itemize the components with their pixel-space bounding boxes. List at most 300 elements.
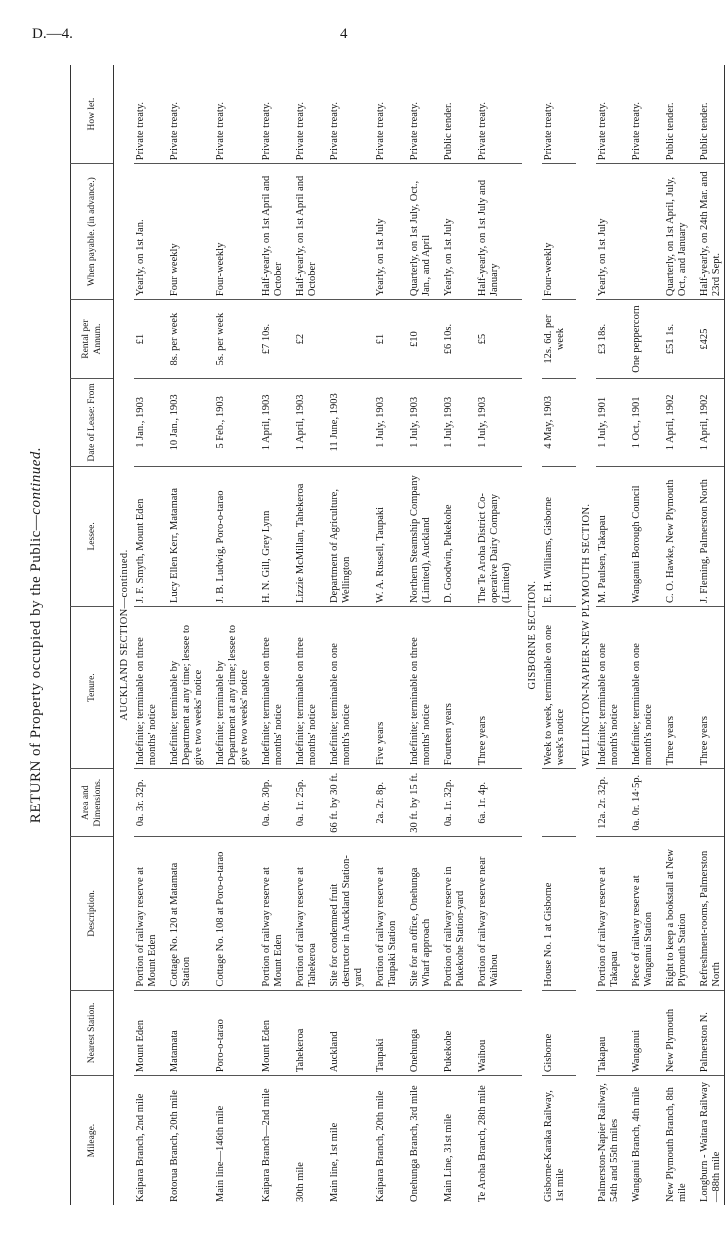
- table-cell: Public tender.: [443, 102, 454, 161]
- row-spacer: [286, 65, 294, 1205]
- spacer-cell: [514, 1076, 522, 1205]
- table-cell: Te Aroha Branch, 28th mile: [476, 1076, 514, 1205]
- table-cell: Site for an office, Onehunga Wharf approach: [408, 837, 434, 990]
- table-cell: Four-weekly: [214, 164, 252, 300]
- spacer-cell: [568, 466, 576, 606]
- spacer-cell: [434, 65, 442, 164]
- table-cell: Matamata: [168, 990, 206, 1076]
- spacer-cell: [160, 769, 168, 837]
- table-cell: 1 July, 1903: [442, 379, 468, 467]
- table-cell: Private treaty.: [597, 101, 608, 161]
- spacer-cell: [320, 607, 328, 769]
- table-cell: [214, 769, 252, 837]
- table-cell: Palmerston N.: [698, 990, 725, 1076]
- spacer-cell: [206, 65, 214, 164]
- spacer-cell: [206, 379, 214, 467]
- spacer-cell: [468, 607, 476, 769]
- table-cell: Yearly, on 1st Jan.: [134, 164, 160, 300]
- spacer-cell: [206, 607, 214, 769]
- spacer-cell: [514, 65, 522, 164]
- table-cell: 30th mile: [294, 1076, 320, 1205]
- spacer-cell: [568, 164, 576, 300]
- table-cell: Lizzie McMillan, Tahekeroa: [294, 466, 320, 606]
- spacer-cell: [400, 607, 408, 769]
- table-cell: Kaipara Branch—2nd mile: [260, 1076, 286, 1205]
- table-cell: Indefinite; terminable on one month's notice: [630, 607, 656, 769]
- spacer-cell: [206, 466, 214, 606]
- table-cell: Quarterly, on 1st July, Oct., Jan., and April: [408, 164, 434, 300]
- table-row: [542, 65, 568, 1205]
- col-header: Date of Lease: From: [71, 379, 114, 467]
- spacer-cell: [286, 300, 294, 379]
- table-cell: 5 Feb., 1903: [214, 379, 252, 467]
- table-cell: 12a. 2r. 32p.: [596, 769, 622, 837]
- spacer-cell: [690, 607, 698, 769]
- spacer-cell: [206, 1076, 214, 1205]
- table-cell: 0a. 0r. 14·5p.: [630, 769, 656, 837]
- title-main: RETURN of Property occupied by the Public—: [28, 514, 44, 824]
- table-cell: Lucy Ellen Kerr, Matamata: [168, 466, 206, 606]
- section-heading-row: [522, 65, 542, 1205]
- spacer-cell: [320, 379, 328, 467]
- spacer-cell: [160, 164, 168, 300]
- spacer-cell: [656, 990, 664, 1076]
- spacer-cell: [622, 607, 630, 769]
- table-cell: 0a. 1r. 25p.: [294, 769, 320, 837]
- table-cell: [328, 300, 366, 379]
- table-cell: Palmerston-Napier Railway, 54th and 55th miles: [596, 1076, 622, 1205]
- table-row: [294, 65, 320, 1205]
- table-cell: Indefinite; terminable on one month's notice: [596, 607, 622, 769]
- spacer-cell: [252, 300, 260, 379]
- table-cell: Three years: [664, 607, 690, 769]
- spacer-cell: [434, 769, 442, 837]
- spacer-cell: [568, 837, 576, 990]
- table-cell: 2a. 2r. 8p.: [374, 769, 400, 837]
- table-cell: Mount Eden: [134, 990, 160, 1076]
- spacer-cell: [622, 300, 630, 379]
- table-cell: 0a. 3r. 32p.: [134, 769, 160, 837]
- table-cell: Main line, 1st mile: [328, 1076, 366, 1205]
- table-cell: Private treaty.: [215, 101, 226, 161]
- spacer-cell: [206, 164, 214, 300]
- table-row: [664, 65, 690, 1205]
- property-return-table: [70, 65, 725, 1205]
- spacer-cell: [514, 990, 522, 1076]
- spacer-cell: [568, 990, 576, 1076]
- spacer-cell: [568, 607, 576, 769]
- spacer-cell: [366, 769, 374, 837]
- spacer-cell: [366, 1076, 374, 1205]
- row-spacer: [434, 65, 442, 1205]
- spacer-cell: [622, 769, 630, 837]
- spacer-cell: [514, 607, 522, 769]
- spacer-cell: [400, 990, 408, 1076]
- spacer-cell: [252, 607, 260, 769]
- row-spacer: [320, 65, 328, 1205]
- spacer-cell: [366, 837, 374, 990]
- table-cell: Public tender.: [665, 102, 676, 161]
- spacer-cell: [568, 769, 576, 837]
- spacer-cell: [206, 769, 214, 837]
- table-cell: 6a. 1r. 4p.: [476, 769, 514, 837]
- section-heading: AUCKLAND SECTION—continued.: [119, 549, 130, 721]
- table-cell: 8s. per week: [168, 300, 206, 379]
- spacer-cell: [622, 379, 630, 467]
- table-cell: Cottage No. 120 at Matamata Station: [168, 837, 206, 990]
- spacer-cell: [622, 1076, 630, 1205]
- table-cell: 1 July, 1903: [374, 379, 400, 467]
- row-spacer: [690, 65, 698, 1205]
- col-header: How let.: [71, 65, 114, 164]
- table-cell: £7 10s.: [260, 300, 286, 379]
- table-cell: £2: [294, 300, 320, 379]
- spacer-cell: [434, 990, 442, 1076]
- spacer-cell: [468, 1076, 476, 1205]
- spacer-cell: [690, 1076, 698, 1205]
- table-cell: [698, 769, 725, 837]
- spacer-cell: [320, 164, 328, 300]
- table-cell: New Plymouth: [664, 990, 690, 1076]
- table-row: [630, 65, 656, 1205]
- table-cell: Gisborne-Karaka Railway, 1st mile: [542, 1076, 568, 1205]
- spacer-cell: [656, 379, 664, 467]
- table-cell: [328, 164, 366, 300]
- spacer-cell: [160, 990, 168, 1076]
- table-cell: Portion of railway reserve at Takapau: [596, 837, 622, 990]
- spacer-cell: [160, 607, 168, 769]
- table-cell: 1 April, 1903: [294, 379, 320, 467]
- table-row: [408, 65, 434, 1205]
- table-cell: £5: [476, 300, 514, 379]
- table-cell: 1 April, 1902: [698, 379, 725, 467]
- spacer-cell: [366, 164, 374, 300]
- table-row: [134, 65, 160, 1205]
- spacer-cell: [468, 300, 476, 379]
- table-cell: Indefinite; terminable on one month's notice: [328, 607, 366, 769]
- table-cell: Wanganui: [630, 990, 656, 1076]
- spacer-cell: [468, 379, 476, 467]
- spacer-cell: [320, 1076, 328, 1205]
- row-spacer: [468, 65, 476, 1205]
- table-cell: Longburn - Waitara Railway—88th mile: [698, 1076, 725, 1205]
- table-cell: Kaipara Branch, 20th mile: [374, 1076, 400, 1205]
- spacer-cell: [690, 769, 698, 837]
- spacer-cell: [252, 466, 260, 606]
- table-body: [114, 65, 725, 1205]
- table-cell: [168, 769, 206, 837]
- table-cell: New Plymouth Branch, 8th mile: [664, 1076, 690, 1205]
- table-cell: Private treaty.: [631, 101, 642, 161]
- spacer-cell: [206, 837, 214, 990]
- spacer-cell: [468, 769, 476, 837]
- table-cell: Three years: [476, 607, 514, 769]
- table-cell: Portion of railway reserve in Pukekohe Station-yard: [442, 837, 468, 990]
- spacer-cell: [400, 300, 408, 379]
- table-cell: Yearly, on 1st July: [596, 164, 622, 300]
- spacer-cell: [252, 837, 260, 990]
- table-cell: 1 April, 1903: [260, 379, 286, 467]
- table-cell: Indefinite; terminable on three months' notice: [260, 607, 286, 769]
- table-cell: Department of Agriculture, Wellington: [328, 466, 366, 606]
- spacer-cell: [468, 837, 476, 990]
- spacer-cell: [568, 1076, 576, 1205]
- col-header: Tenure.: [71, 607, 114, 769]
- spacer-cell: [252, 164, 260, 300]
- row-spacer: [514, 65, 522, 1205]
- table-cell: Site for condemned fruit destructor in Auckland Station-yard: [328, 837, 366, 990]
- table-cell: Half-yearly, on 1st April and October: [260, 164, 286, 300]
- table-cell: Refreshment-rooms, Palmerston North: [698, 837, 725, 990]
- table-cell: Indefinite; terminable on three months' notice: [408, 607, 434, 769]
- spacer-cell: [286, 164, 294, 300]
- table-cell: 0a. 0r. 30p.: [260, 769, 286, 837]
- table-cell: Piece of railway reserve at Wanganui Station: [630, 837, 656, 990]
- spacer-cell: [286, 769, 294, 837]
- spacer-cell: [160, 65, 168, 164]
- table-cell: Private treaty.: [477, 101, 488, 161]
- table-cell: Portion of railway reserve near Waihou: [476, 837, 514, 990]
- section-heading-row: [114, 65, 135, 1205]
- table-cell: Indefinite; terminable on three months' notice: [294, 607, 320, 769]
- table-row: [476, 65, 514, 1205]
- table-cell: Private treaty.: [261, 101, 272, 161]
- section-heading-row: [576, 65, 596, 1205]
- spacer-cell: [366, 65, 374, 164]
- table-cell: [542, 769, 568, 837]
- spacer-cell: [656, 164, 664, 300]
- spacer-cell: [286, 990, 294, 1076]
- spacer-cell: [468, 65, 476, 164]
- table-cell: Right to keep a bookstall at New Plymouth Station: [664, 837, 690, 990]
- table-cell: Northern Steamship Company (Limited), Auckland: [408, 466, 434, 606]
- table-cell: 1 July, 1903: [408, 379, 434, 467]
- table-cell: One peppercorn: [630, 300, 656, 379]
- table-cell: Portion of railway reserve at Taupaki Station: [374, 837, 400, 990]
- col-header: Rental per Annum.: [71, 300, 114, 379]
- table-cell: Portion of railway reserve at Tahekeroa: [294, 837, 320, 990]
- spacer-cell: [160, 379, 168, 467]
- table-cell: Mount Eden: [260, 990, 286, 1076]
- table-row: [698, 65, 725, 1205]
- table-cell: 4 May, 1903: [542, 379, 568, 467]
- spacer-cell: [690, 379, 698, 467]
- table-row: [260, 65, 286, 1205]
- spacer-cell: [656, 300, 664, 379]
- table-cell: Onehunga: [408, 990, 434, 1076]
- table-cell: Rotorua Branch, 20th mile: [168, 1076, 206, 1205]
- table-cell: Private treaty.: [409, 101, 420, 161]
- spacer-cell: [366, 607, 374, 769]
- spacer-cell: [622, 466, 630, 606]
- table-cell: Wanganui Branch, 4th mile: [630, 1076, 656, 1205]
- spacer-cell: [568, 65, 576, 164]
- col-header: When payable. (in advance.): [71, 164, 114, 300]
- spacer-cell: [286, 466, 294, 606]
- row-spacer: [400, 65, 408, 1205]
- spacer-cell: [320, 990, 328, 1076]
- table-cell: Auckland: [328, 990, 366, 1076]
- spacer-cell: [320, 65, 328, 164]
- row-spacer: [622, 65, 630, 1205]
- spacer-cell: [320, 837, 328, 990]
- table-row: [374, 65, 400, 1205]
- table-cell: 1 July, 1901: [596, 379, 622, 467]
- table-cell: £3 18s.: [596, 300, 622, 379]
- spacer-cell: [320, 466, 328, 606]
- table-row: [168, 65, 206, 1205]
- spacer-cell: [206, 300, 214, 379]
- spacer-cell: [286, 65, 294, 164]
- table-cell: Taupaki: [374, 990, 400, 1076]
- spacer-cell: [514, 466, 522, 606]
- table-cell: House No. 1 at Gisborne: [542, 837, 568, 990]
- table-cell: Portion of railway reserve at Mount Eden: [260, 837, 286, 990]
- spacer-cell: [206, 990, 214, 1076]
- table-cell: Main line—146th mile: [214, 1076, 252, 1205]
- spacer-cell: [400, 65, 408, 164]
- spacer-cell: [656, 466, 664, 606]
- spacer-cell: [286, 1076, 294, 1205]
- table-cell: Gisborne: [542, 990, 568, 1076]
- table-cell: Private treaty.: [169, 101, 180, 161]
- table-cell: 1 April, 1902: [664, 379, 690, 467]
- table-cell: Half-yearly, on 1st July and January: [476, 164, 514, 300]
- col-header: Mileage.: [71, 1076, 114, 1205]
- table-cell: J. B. Ludwig, Poro-o-tarao: [214, 466, 252, 606]
- table-cell: 5s. per week: [214, 300, 252, 379]
- spacer-cell: [160, 466, 168, 606]
- col-header: Nearest Station.: [71, 990, 114, 1076]
- table-row: [442, 65, 468, 1205]
- table-cell: W. A. Russell, Taupaki: [374, 466, 400, 606]
- section-heading: GISBORNE SECTION.: [527, 580, 538, 690]
- table-cell: £51 1s.: [664, 300, 690, 379]
- table-cell: [664, 769, 690, 837]
- row-spacer: [366, 65, 374, 1205]
- spacer-cell: [656, 65, 664, 164]
- spacer-cell: [286, 607, 294, 769]
- spacer-cell: [434, 837, 442, 990]
- spacer-cell: [690, 164, 698, 300]
- table-cell: Tahekeroa: [294, 990, 320, 1076]
- spacer-cell: [366, 466, 374, 606]
- col-header: Area and Dimensions.: [71, 769, 114, 837]
- table-row: [328, 65, 366, 1205]
- spacer-cell: [160, 837, 168, 990]
- spacer-cell: [514, 837, 522, 990]
- table-cell: Three years: [698, 607, 725, 769]
- spacer-cell: [320, 769, 328, 837]
- table-title: [28, 65, 45, 1205]
- table-cell: 66 ft. by 30 ft.: [328, 769, 366, 837]
- spacer-cell: [434, 607, 442, 769]
- page-number: 4: [340, 26, 348, 42]
- rotated-table-page: [0, 65, 722, 1205]
- spacer-cell: [434, 164, 442, 300]
- table-cell: 1 Jan., 1903: [134, 379, 160, 467]
- spacer-cell: [366, 300, 374, 379]
- table-cell: Private treaty.: [375, 101, 386, 161]
- table-cell: £10: [408, 300, 434, 379]
- table-cell: Private treaty.: [295, 101, 306, 161]
- spacer-cell: [286, 379, 294, 467]
- spacer-cell: [690, 300, 698, 379]
- spacer-cell: [656, 837, 664, 990]
- table-cell: Indefinite; terminable on three months' notice: [134, 607, 160, 769]
- table-cell: M. Paulsen, Takapau: [596, 466, 622, 606]
- spacer-cell: [468, 990, 476, 1076]
- table-cell: D. Goodwin, Pukekohe: [442, 466, 468, 606]
- row-spacer: [568, 65, 576, 1205]
- table-cell: Main Line, 31st mile: [442, 1076, 468, 1205]
- spacer-cell: [690, 837, 698, 990]
- table-row: [214, 65, 252, 1205]
- table-cell: Indefinite; terminable by Department at any time; lessee to give two weeks' notice: [214, 607, 252, 769]
- spacer-cell: [400, 837, 408, 990]
- spacer-cell: [690, 466, 698, 606]
- table-cell: Four-weekly: [542, 164, 568, 300]
- spacer-cell: [160, 1076, 168, 1205]
- table-cell: J. Fleming, Palmerston North: [698, 466, 725, 606]
- table-cell: £1: [134, 300, 160, 379]
- table-cell: Poro-o-tarao: [214, 990, 252, 1076]
- table-cell: Fourteen years: [442, 607, 468, 769]
- table-cell: Yearly, on 1st July: [374, 164, 400, 300]
- table-cell: H. N. Gill, Grey Lynn: [260, 466, 286, 606]
- spacer-cell: [252, 990, 260, 1076]
- header-row: [71, 65, 114, 1205]
- document-reference: D.—4.: [32, 26, 73, 42]
- table-cell: Waihou: [476, 990, 514, 1076]
- table-cell: Week to week, terminable on one week's notice: [542, 607, 568, 769]
- row-spacer: [160, 65, 168, 1205]
- spacer-cell: [468, 466, 476, 606]
- spacer-cell: [252, 379, 260, 467]
- table-cell: £1: [374, 300, 400, 379]
- table-cell: Indefinite; terminable by Department at any time; lessee to give two weeks' notice: [168, 607, 206, 769]
- spacer-cell: [622, 990, 630, 1076]
- spacer-cell: [400, 466, 408, 606]
- spacer-cell: [568, 379, 576, 467]
- table-cell: Takapau: [596, 990, 622, 1076]
- spacer-cell: [622, 837, 630, 990]
- spacer-cell: [366, 379, 374, 467]
- spacer-cell: [400, 769, 408, 837]
- col-header: Description.: [71, 837, 114, 990]
- spacer-cell: [434, 1076, 442, 1205]
- spacer-cell: [514, 300, 522, 379]
- table-cell: Four weekly: [168, 164, 206, 300]
- table-cell: Half-yearly, on 1st April and October: [294, 164, 320, 300]
- table-cell: J. F. Smyth, Mount Eden: [134, 466, 160, 606]
- table-cell: Public tender.: [698, 65, 725, 164]
- spacer-cell: [468, 164, 476, 300]
- table-cell: 0a. 1r. 32p.: [442, 769, 468, 837]
- table-cell: Onehunga Branch, 3rd mile: [408, 1076, 434, 1205]
- table-cell: E. H. Williams, Gisborne: [542, 466, 568, 606]
- table-cell: £6 10s.: [442, 300, 468, 379]
- title-continued: continued.: [28, 446, 44, 515]
- spacer-cell: [656, 607, 664, 769]
- spacer-cell: [622, 164, 630, 300]
- spacer-cell: [622, 65, 630, 164]
- spacer-cell: [320, 300, 328, 379]
- row-spacer: [252, 65, 260, 1205]
- table-cell: Private treaty.: [543, 101, 554, 161]
- spacer-cell: [434, 466, 442, 606]
- table-cell: 1 Oct., 1901: [630, 379, 656, 467]
